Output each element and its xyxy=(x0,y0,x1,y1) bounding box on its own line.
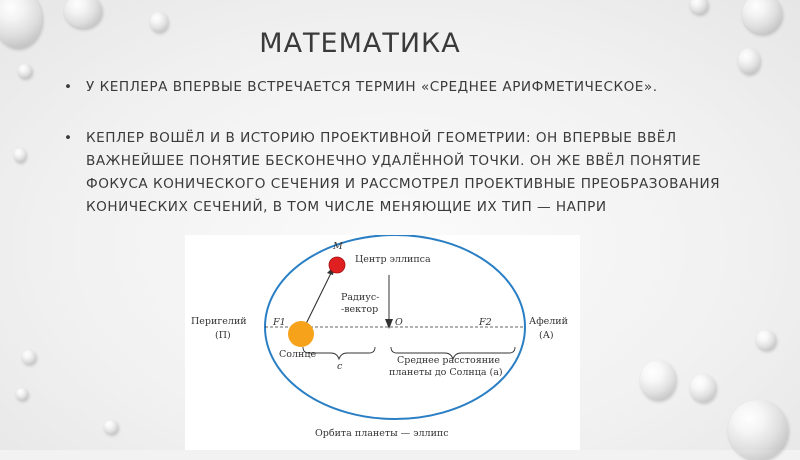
label-center: Центр эллипса xyxy=(355,254,431,265)
sun-circle xyxy=(288,321,314,347)
orbit-diagram xyxy=(185,235,580,450)
label-c: c xyxy=(337,361,343,372)
water-drop-decoration xyxy=(640,360,676,400)
water-drop-decoration xyxy=(22,350,36,364)
water-drop-decoration xyxy=(690,0,708,14)
water-drop-decoration xyxy=(0,0,42,48)
label-orbit: Орбита планеты — эллипс xyxy=(315,428,449,439)
label-mean-1: Среднее расстояние xyxy=(397,355,501,366)
bullet-item: • КЕПЛЕР ВОШЁЛ И В ИСТОРИЮ ПРОЕКТИВНОЙ ГЕОМЕТРИИ: ОН ВПЕРВЫЕ ВВЁЛ ВАЖНЕЙШЕЕ ПОНЯТИЕ БЕСКОНЕЧНО УДАЛЁННОЙ ТОЧКИ. ОН ЖЕ ВВЁЛ ПОНЯТИЕ ФОКУСА КОНИЧЕСКОГО СЕЧЕНИЯ И РАССМОТРЕЛ ПРОЕКТИВНЫЕ ПРЕОБРАЗОВАНИЯ КОНИЧЕСКИХ СЕЧЕНИЙ, В ТОМ ЧИСЛЕ МЕНЯЮЩИЕ ИХ ТИП — НАПРИ xyxy=(64,127,754,219)
water-drop-decoration xyxy=(64,0,102,28)
water-drop-decoration xyxy=(728,400,788,460)
label-sun: Солнце xyxy=(279,349,317,360)
slide-title: МАТЕМАТИКА xyxy=(259,28,461,59)
label-aphelion-code: (А) xyxy=(539,330,554,341)
water-drop-decoration xyxy=(14,148,26,162)
orbit-diagram-svg xyxy=(185,235,580,450)
water-drop-decoration xyxy=(742,0,782,34)
label-radius-1: Радиус- xyxy=(341,292,380,303)
water-drop-decoration xyxy=(738,48,760,74)
water-drop-decoration xyxy=(690,374,716,402)
label-perihelion-code: (П) xyxy=(215,330,231,341)
label-perihelion: Перигелий xyxy=(191,316,247,327)
center-pointer-arrowhead xyxy=(385,319,393,329)
water-drop-decoration xyxy=(150,12,168,32)
water-drop-decoration xyxy=(756,330,776,350)
label-o: O xyxy=(395,317,403,328)
label-mean-2: планеты до Солнца (a) xyxy=(389,367,503,378)
water-drop-decoration xyxy=(18,64,32,78)
label-radius-2: -вектор xyxy=(341,304,379,315)
water-drop-decoration xyxy=(104,420,118,434)
label-m: M xyxy=(333,241,343,252)
label-f2: F2 xyxy=(479,317,492,328)
bullet-list xyxy=(64,76,754,219)
water-drop-decoration xyxy=(16,388,28,400)
radius-vector-line xyxy=(303,265,335,330)
label-f1: F1 xyxy=(273,317,286,328)
planet-circle xyxy=(329,257,345,273)
label-aphelion: Афелий xyxy=(529,316,568,327)
bullet-item: • У КЕПЛЕРА ВПЕРВЫЕ ВСТРЕЧАЕТСЯ ТЕРМИН «СРЕДНЕЕ АРИФМЕТИЧЕСКОЕ». xyxy=(64,76,754,99)
